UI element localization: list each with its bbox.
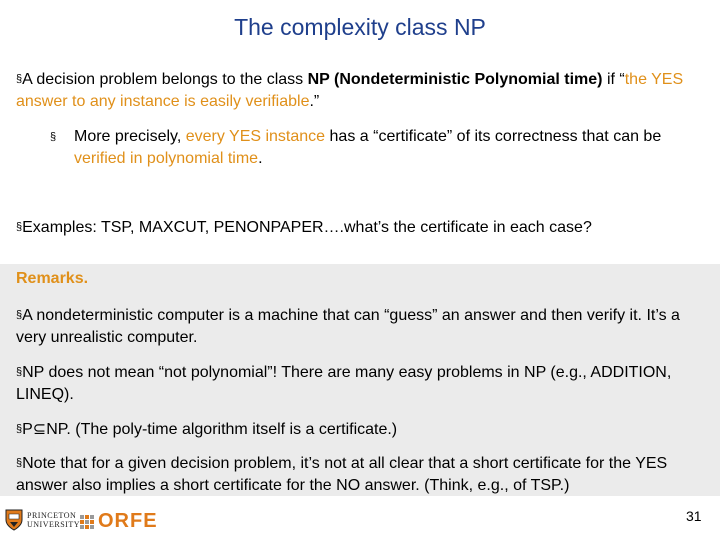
- remark-item: §NP does not mean “not polynomial”! There are many easy problems in NP (e.g., ADDITION, LINEQ).: [16, 364, 672, 403]
- remark-item: §P⊆NP. (The poly-time algorithm itself is a certificate.): [16, 421, 398, 438]
- np-definition: §A decision problem belongs to the class NP (Nondeterministic Polynomial time) if “the YES answer to any instance is easily verifiable.”: [16, 71, 684, 110]
- bullet-marker: §: [16, 423, 23, 435]
- np-certificate-detail: § More precisely, every YES instance has a “certificate” of its correctness that can be verified in polynomial time.: [50, 128, 662, 167]
- bullet-marker: §: [16, 309, 23, 321]
- slide-title: The complexity class NP: [234, 14, 486, 40]
- examples-line: §Examples: TSP, MAXCUT, PENONPAPER….what’s the certificate in each case?: [16, 219, 592, 236]
- bullet-marker: §: [16, 366, 23, 378]
- princeton-shield-icon: [4, 508, 24, 532]
- bullet-marker: §: [16, 457, 23, 469]
- bullet-marker: §: [50, 131, 57, 143]
- page-number: 31: [686, 508, 702, 524]
- remarks-heading: Remarks.: [16, 270, 89, 287]
- orfe-squares-icon: [80, 515, 98, 531]
- bullet-marker: §: [16, 73, 23, 85]
- remark-item: §A nondeterministic computer is a machine that can “guess” an answer and then verify it. It’s a very unrealistic computer.: [16, 307, 680, 346]
- bullet-marker: §: [16, 221, 23, 233]
- orfe-logo: ORFE: [98, 510, 158, 532]
- university-wordmark: PRINCETON UNIVERSITY: [27, 511, 80, 529]
- remark-item: §Note that for a given decision problem, it’s not at all clear that a short certificate for the YES answer also implies a short certificate for the NO answer. (Think, e.g., of TSP.): [16, 455, 668, 494]
